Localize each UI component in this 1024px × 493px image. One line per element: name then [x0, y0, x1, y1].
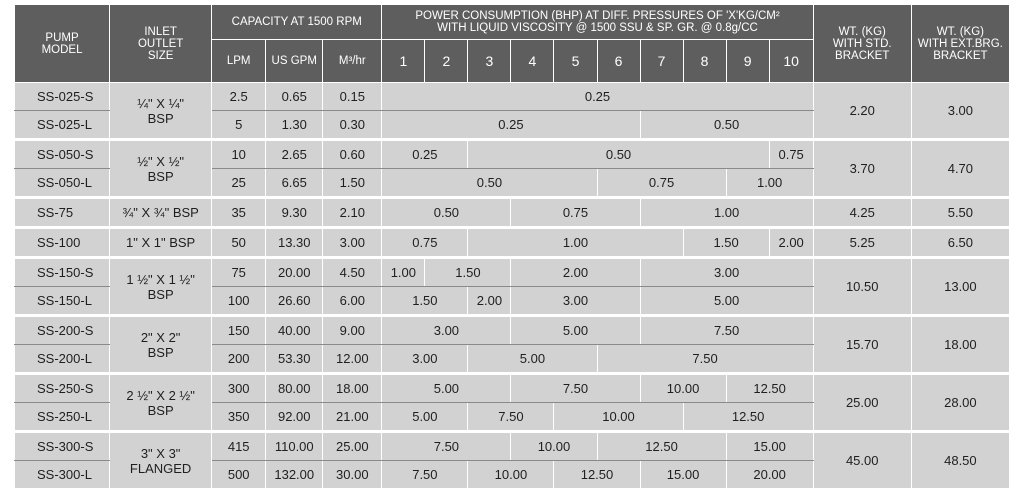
power-cell: 5.00	[382, 374, 511, 403]
m3hr-cell: 21.00	[323, 403, 382, 432]
inlet-outlet-size-cell	[110, 432, 212, 489]
inlet-outlet-size-cell	[110, 140, 212, 198]
weight-ext-cell: 28.00	[911, 374, 1009, 432]
size-line: 2" X 2"	[140, 329, 181, 345]
table-row	[15, 316, 1010, 345]
power-cell: 1.00	[726, 169, 813, 198]
power-cell: 0.25	[382, 140, 468, 169]
power-cell: 7.50	[382, 461, 468, 489]
weight-std-cell: 15.70	[813, 316, 911, 374]
power-cell: 7.50	[468, 403, 554, 432]
size-line: ¼" X ¼"	[137, 95, 185, 111]
table-row	[15, 83, 1010, 111]
power-cell: 2.00	[511, 258, 640, 287]
weight-ext-cell: 13.00	[911, 258, 1009, 316]
header-line: WT. (KG)	[936, 25, 985, 38]
size-line: 3" X 3"	[140, 445, 181, 461]
size-line: BSP	[147, 344, 174, 360]
lpm-cell: 50	[212, 228, 266, 258]
header-line: BRACKET	[835, 49, 890, 62]
lpm-cell: 350	[212, 403, 266, 432]
power-cell: 1.00	[640, 198, 813, 228]
header-line: BRACKET	[933, 49, 988, 62]
size-line: ½" X ½"	[137, 153, 185, 169]
power-cell: 20.00	[726, 461, 813, 489]
m3hr-cell: 9.00	[323, 316, 382, 345]
pump-model-cell: SS-300-L	[15, 461, 110, 489]
pump-model-cell: SS-200-L	[15, 345, 110, 374]
inlet-outlet-size-cell	[110, 316, 212, 374]
pump-model-cell: SS-250-L	[15, 403, 110, 432]
inlet-outlet-size-cell	[110, 198, 212, 228]
pump-model-cell: SS-200-S	[15, 316, 110, 345]
power-cell: 10.00	[640, 374, 726, 403]
weight-std-bracket-header	[813, 5, 911, 83]
pump-model-cell: SS-75	[15, 198, 110, 228]
power-cell: 5.00	[468, 345, 597, 374]
power-cell: 0.50	[382, 198, 511, 228]
pump-spec-table	[14, 4, 1010, 489]
weight-std-cell: 10.50	[813, 258, 911, 316]
header-line: POWER CONSUMPTION (BHP) AT DIFF. PRESSURES OF 'X'KG/CM²	[415, 10, 780, 22]
lpm-cell: 25	[212, 169, 266, 198]
pump-model-cell: SS-300-S	[15, 432, 110, 461]
lpm-header: LPM	[212, 40, 266, 83]
power-cell: 7.50	[640, 316, 813, 345]
inlet-outlet-size-cell	[110, 228, 212, 258]
header-line: WT. (KG)	[838, 25, 886, 38]
power-cell: 0.50	[468, 140, 769, 169]
size-line: 2 ½" X 2 ½"	[126, 387, 195, 403]
m3hr-cell: 0.30	[323, 111, 382, 140]
header-line: WITH LIQUID VISCOSITY @ 1500 SSU & SP. GR. @ 0.8g/CC	[437, 22, 758, 34]
power-consumption-header	[382, 5, 813, 40]
power-cell: 0.75	[597, 169, 726, 198]
lpm-cell: 35	[212, 198, 266, 228]
power-cell: 7.50	[382, 432, 511, 461]
header-line: SIZE	[147, 49, 174, 62]
us-gpm-cell: 0.65	[266, 83, 323, 111]
pump-model-cell: SS-025-S	[15, 83, 110, 111]
inlet-outlet-size-cell	[110, 374, 212, 432]
power-cell: 0.75	[769, 140, 813, 169]
us-gpm-cell: 9.30	[266, 198, 323, 228]
lpm-cell: 500	[212, 461, 266, 489]
table-row	[15, 374, 1010, 403]
m3hr-cell: 1.50	[323, 169, 382, 198]
m3hr-cell: 12.00	[323, 345, 382, 374]
size-line: BSP	[147, 402, 174, 418]
power-cell: 12.50	[554, 461, 640, 489]
power-cell: 3.00	[511, 287, 640, 316]
size-line: BSP	[147, 286, 174, 302]
us-gpm-cell: 13.30	[266, 228, 323, 258]
power-cell: 2.00	[468, 287, 511, 316]
pump-model-cell: SS-150-L	[15, 287, 110, 316]
power-cell: 15.00	[726, 432, 813, 461]
m3hr-cell: 0.15	[323, 83, 382, 111]
size-line: BSP	[147, 110, 174, 126]
header-line: WITH EXT.BRG.	[917, 37, 1003, 50]
weight-ext-cell: 4.70	[911, 140, 1009, 198]
power-cell: 3.00	[382, 345, 468, 374]
pump-spec-table-wrapper	[14, 4, 1010, 489]
weight-ext-cell: 5.50	[911, 198, 1009, 228]
us-gpm-cell: 53.30	[266, 345, 323, 374]
size-line: BSP	[147, 168, 174, 184]
pump-model-cell: SS-025-L	[15, 111, 110, 140]
power-cell: 5.00	[511, 316, 640, 345]
pressure-header-2: 2	[425, 40, 468, 83]
pump-model-cell: SS-050-S	[15, 140, 110, 169]
pressure-header-7: 7	[640, 40, 683, 83]
power-cell: 5.00	[640, 287, 813, 316]
pressure-header-9: 9	[726, 40, 769, 83]
us-gpm-cell: 20.00	[266, 258, 323, 287]
weight-std-cell: 4.25	[813, 198, 911, 228]
capacity-header: CAPACITY AT 1500 RPM	[212, 5, 382, 40]
weight-std-cell: 2.20	[813, 83, 911, 140]
power-cell: 10.00	[468, 461, 554, 489]
size-line: 1 ½" X 1 ½"	[126, 271, 195, 287]
size-line: 1" X 1" BSP	[126, 235, 196, 250]
power-cell: 3.00	[382, 316, 511, 345]
lpm-cell: 10	[212, 140, 266, 169]
inlet-outlet-size-cell	[110, 258, 212, 316]
weight-std-cell: 25.00	[813, 374, 911, 432]
weight-ext-bracket-header	[911, 5, 1009, 83]
pressure-header-3: 3	[468, 40, 511, 83]
pump-model-cell: SS-150-S	[15, 258, 110, 287]
header-line: MODEL	[41, 43, 83, 56]
power-cell: 1.50	[425, 258, 511, 287]
table-row	[15, 258, 1010, 287]
pump-model-header	[15, 5, 110, 83]
power-cell: 12.50	[683, 403, 813, 432]
table-header	[15, 5, 1010, 83]
us-gpm-cell: 92.00	[266, 403, 323, 432]
m3hr-cell: 6.00	[323, 287, 382, 316]
pressure-header-4: 4	[511, 40, 554, 83]
m3hr-header: M³/hr	[323, 40, 382, 83]
weight-std-cell: 3.70	[813, 140, 911, 198]
power-cell: 1.00	[382, 258, 425, 287]
power-cell: 12.50	[726, 374, 813, 403]
header-line: WITH STD.	[832, 37, 892, 50]
us-gpm-cell: 1.30	[266, 111, 323, 140]
lpm-cell: 300	[212, 374, 266, 403]
us-gpm-cell: 110.00	[266, 432, 323, 461]
us-gpm-cell: 40.00	[266, 316, 323, 345]
weight-std-cell: 45.00	[813, 432, 911, 489]
table-row	[15, 228, 1010, 258]
us-gpm-cell: 132.00	[266, 461, 323, 489]
lpm-cell: 150	[212, 316, 266, 345]
m3hr-cell: 2.10	[323, 198, 382, 228]
weight-ext-cell: 18.00	[911, 316, 1009, 374]
us-gpm-cell: 2.65	[266, 140, 323, 169]
header-line: PUMP	[45, 31, 79, 44]
weight-ext-cell: 48.50	[911, 432, 1009, 489]
m3hr-cell: 18.00	[323, 374, 382, 403]
pump-model-cell: SS-250-S	[15, 374, 110, 403]
power-cell: 0.50	[382, 169, 597, 198]
header-line: OUTLET	[137, 37, 184, 50]
pressure-header-5: 5	[554, 40, 597, 83]
m3hr-cell: 25.00	[323, 432, 382, 461]
power-cell: 0.75	[511, 198, 640, 228]
inlet-outlet-size-cell	[110, 83, 212, 140]
power-cell: 12.50	[597, 432, 726, 461]
power-cell: 7.50	[511, 374, 640, 403]
pump-model-cell: SS-050-L	[15, 169, 110, 198]
power-cell: 1.50	[382, 287, 468, 316]
power-cell: 15.00	[640, 461, 726, 489]
pressure-header-8: 8	[683, 40, 726, 83]
pressure-header-6: 6	[597, 40, 640, 83]
pressure-header-1: 1	[382, 40, 425, 83]
power-cell: 7.50	[597, 345, 813, 374]
m3hr-cell: 0.60	[323, 140, 382, 169]
table-body	[15, 83, 1010, 489]
power-cell: 0.50	[640, 111, 813, 140]
lpm-cell: 75	[212, 258, 266, 287]
lpm-cell: 5	[212, 111, 266, 140]
us-gpm-cell: 80.00	[266, 374, 323, 403]
power-cell: 1.00	[468, 228, 683, 258]
power-cell: 1.50	[683, 228, 769, 258]
power-cell: 10.00	[511, 432, 597, 461]
lpm-cell: 415	[212, 432, 266, 461]
weight-ext-cell: 3.00	[911, 83, 1009, 140]
power-cell: 2.00	[769, 228, 813, 258]
us-gpm-header: US GPM	[266, 40, 323, 83]
table-row	[15, 140, 1010, 169]
power-cell: 10.00	[554, 403, 683, 432]
pump-model-cell: SS-100	[15, 228, 110, 258]
size-line: FLANGED	[129, 460, 192, 476]
power-cell: 0.25	[382, 83, 813, 111]
us-gpm-cell: 6.65	[266, 169, 323, 198]
lpm-cell: 2.5	[212, 83, 266, 111]
power-cell: 0.25	[382, 111, 640, 140]
power-cell: 3.00	[640, 258, 813, 287]
m3hr-cell: 4.50	[323, 258, 382, 287]
weight-std-cell: 5.25	[813, 228, 911, 258]
power-cell: 0.75	[382, 228, 468, 258]
header-line: INLET	[144, 25, 177, 38]
table-row	[15, 432, 1010, 461]
pressure-header-10: 10	[769, 40, 813, 83]
us-gpm-cell: 26.60	[266, 287, 323, 316]
m3hr-cell: 3.00	[323, 228, 382, 258]
lpm-cell: 200	[212, 345, 266, 374]
lpm-cell: 100	[212, 287, 266, 316]
weight-ext-cell: 6.50	[911, 228, 1009, 258]
power-cell: 5.00	[382, 403, 468, 432]
size-line: ¾" X ¾" BSP	[122, 205, 199, 220]
m3hr-cell: 30.00	[323, 461, 382, 489]
inlet-outlet-size-header	[110, 5, 212, 83]
table-row	[15, 198, 1010, 228]
